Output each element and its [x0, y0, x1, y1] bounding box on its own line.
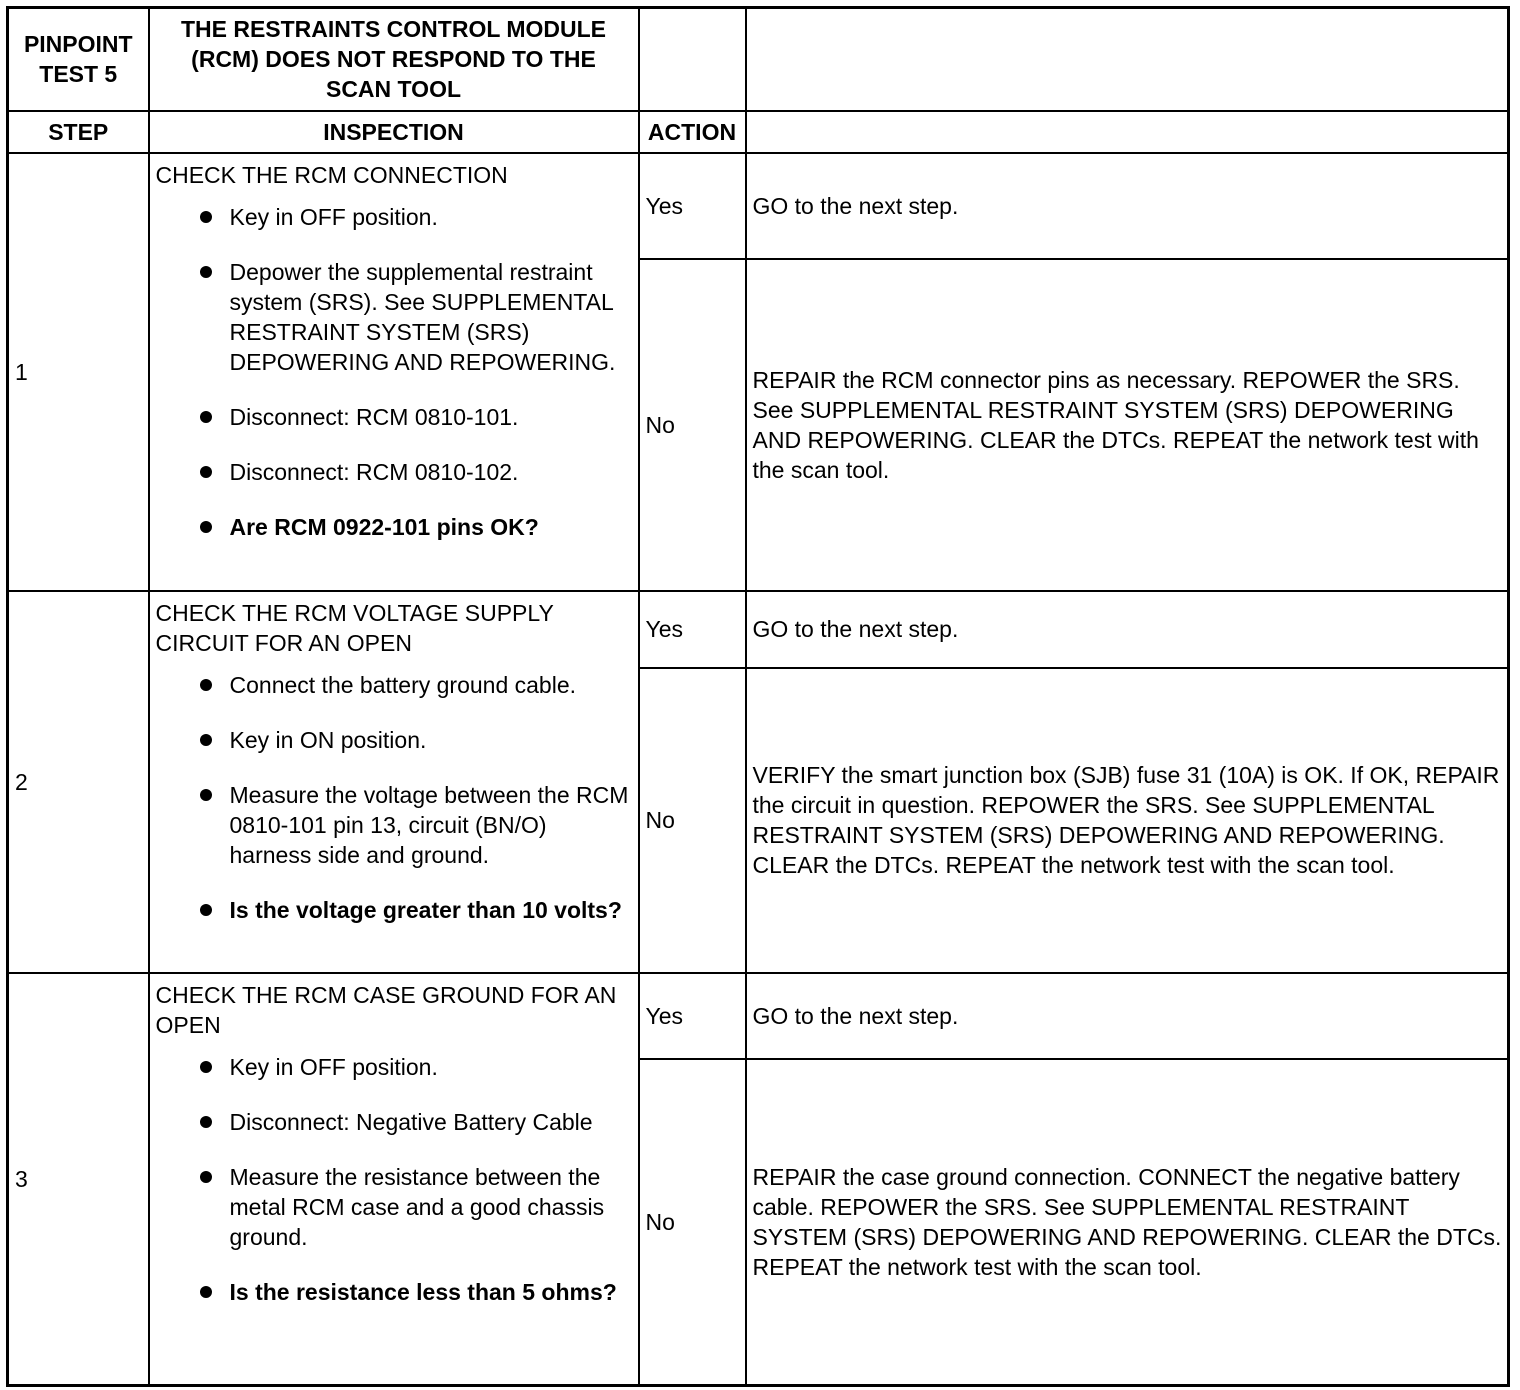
table-row — [8, 973, 1509, 1059]
list-item: Depower the supplemental restraint system (SRS). See SUPPLEMENTAL RESTRAINT SYSTEM (SRS) DEPOWERING AND REPOWERING. — [156, 257, 632, 377]
header-empty-cell — [639, 8, 746, 111]
action-column-header: ACTION — [639, 111, 746, 153]
list-item: Disconnect: RCM 0810-101. — [156, 402, 632, 432]
no-action: VERIFY the smart junction box (SJB) fuse 31 (10A) is OK. If OK, REPAIR the circuit in question. REPOWER the SRS. See SUPPLEMENTAL RESTRAINT SYSTEM (SRS) DEPOWERING AND REPOWERING. CLEAR the DTCs. REPEAT the network test with the scan tool. — [746, 668, 1509, 973]
inspection-column-header: INSPECTION — [149, 111, 639, 153]
inspection-list — [156, 670, 632, 925]
inspection-list — [156, 1052, 632, 1307]
step-number: 3 — [8, 973, 149, 1386]
list-item: Key in ON position. — [156, 725, 632, 755]
inspection-title: CHECK THE RCM CONNECTION — [155, 161, 508, 188]
yes-label: Yes — [639, 591, 746, 668]
inspection-cell — [149, 591, 639, 973]
step-number: 2 — [8, 591, 149, 973]
pinpoint-label: PINPOINT TEST 5 — [8, 8, 149, 111]
header-empty-cell — [746, 111, 1509, 153]
list-item: Measure the voltage between the RCM 0810-101 pin 13, circuit (BN/O) harness side and ground. — [156, 780, 632, 870]
no-label: No — [639, 259, 746, 591]
yes-label: Yes — [639, 153, 746, 259]
table-row — [8, 153, 1509, 259]
no-action: REPAIR the RCM connector pins as necessary. REPOWER the SRS. See SUPPLEMENTAL RESTRAINT SYSTEM (SRS) DEPOWERING AND REPOWERING. CLEAR the DTCs. REPEAT the network test with the scan tool. — [746, 259, 1509, 591]
no-label: No — [639, 1059, 746, 1386]
pinpoint-test-table — [6, 6, 1510, 1387]
list-item: Disconnect: RCM 0810-102. — [156, 457, 632, 487]
column-header-row — [8, 111, 1509, 153]
inspection-list — [156, 202, 632, 542]
inspection-question: Are RCM 0922-101 pins OK? — [156, 512, 632, 542]
inspection-title: CHECK THE RCM VOLTAGE SUPPLY CIRCUIT FOR AN OPEN — [155, 599, 554, 656]
test-title: THE RESTRAINTS CONTROL MODULE (RCM) DOES NOT RESPOND TO THE SCAN TOOL — [149, 8, 639, 111]
yes-action: GO to the next step. — [746, 591, 1509, 668]
inspection-title: CHECK THE RCM CASE GROUND FOR AN OPEN — [155, 981, 617, 1038]
step-column-header: STEP — [8, 111, 149, 153]
yes-action: GO to the next step. — [746, 973, 1509, 1059]
inspection-cell — [149, 153, 639, 591]
list-item: Key in OFF position. — [156, 1052, 632, 1082]
list-item: Key in OFF position. — [156, 202, 632, 232]
table-row — [8, 591, 1509, 668]
header-empty-cell — [746, 8, 1509, 111]
inspection-question: Is the resistance less than 5 ohms? — [156, 1277, 632, 1307]
no-action: REPAIR the case ground connection. CONNECT the negative battery cable. REPOWER the SRS. See SUPPLEMENTAL RESTRAINT SYSTEM (SRS) DEPOWERING AND REPOWERING. CLEAR the DTCs. REPEAT the network test with the scan tool. — [746, 1059, 1509, 1386]
inspection-cell — [149, 973, 639, 1386]
list-item: Disconnect: Negative Battery Cable — [156, 1107, 632, 1137]
header-row — [8, 8, 1509, 111]
list-item: Connect the battery ground cable. — [156, 670, 632, 700]
pinpoint-test-document — [6, 6, 1507, 1384]
inspection-question: Is the voltage greater than 10 volts? — [156, 895, 632, 925]
step-number: 1 — [8, 153, 149, 591]
list-item: Measure the resistance between the metal RCM case and a good chassis ground. — [156, 1162, 632, 1252]
yes-action: GO to the next step. — [746, 153, 1509, 259]
no-label: No — [639, 668, 746, 973]
yes-label: Yes — [639, 973, 746, 1059]
